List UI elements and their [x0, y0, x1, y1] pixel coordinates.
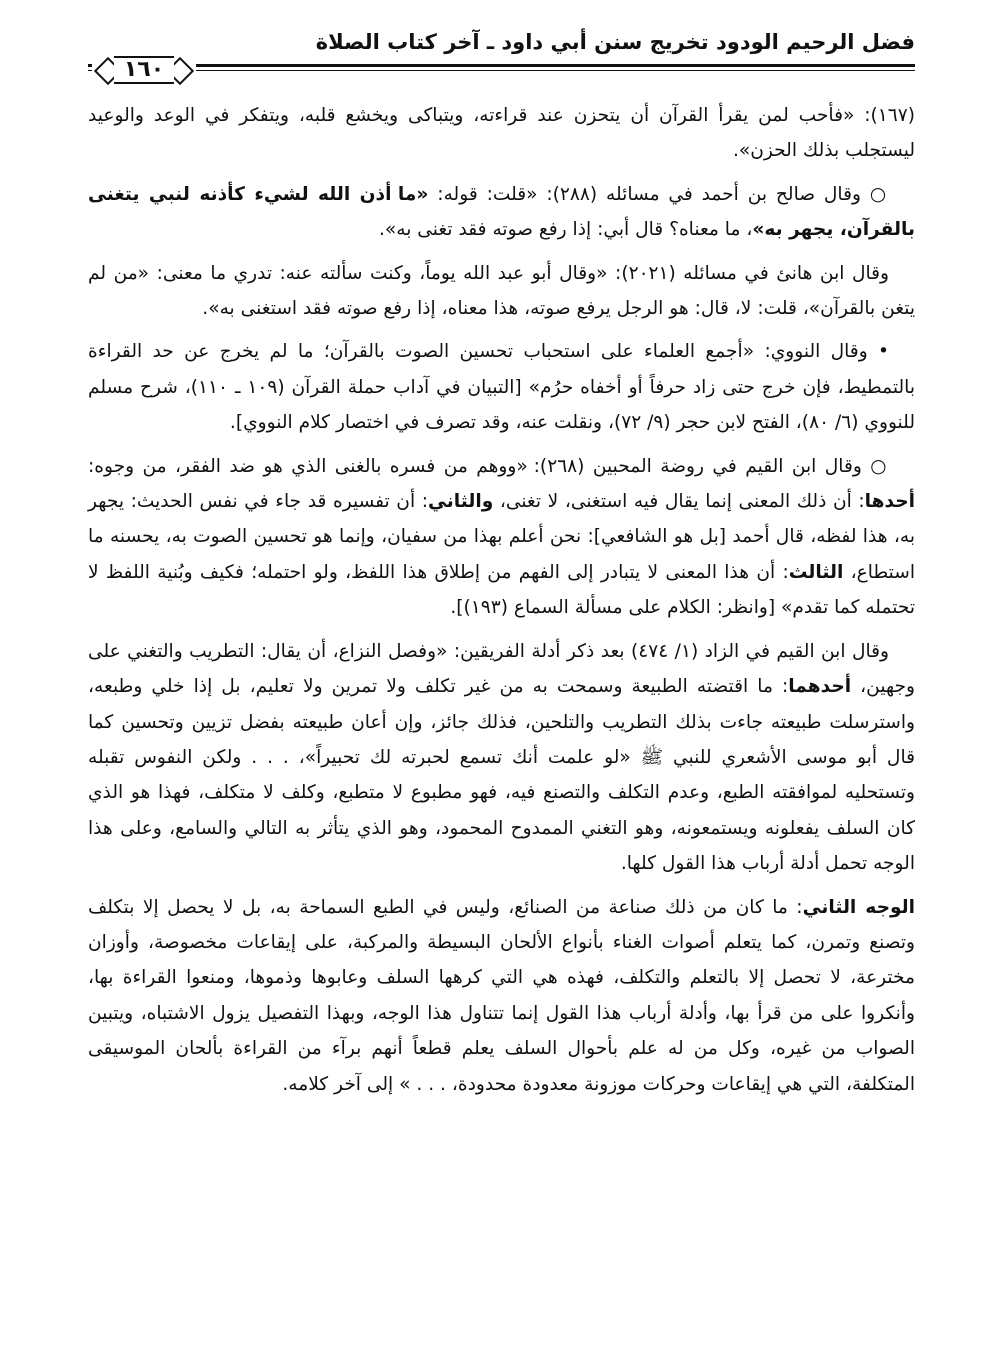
text-run: وقال ابن هانئ في مسائله (٢٠٢١): «وقال أبو عبد الله يوماً، وكنت سألته عنه: تدري ما معنى: «من لم يتغن بالقرآن»، قلت: لا، قال: هو الرجل يرفع صوته، هذا معناه، إذا رفع صوته فقد استغنى به».: [88, 262, 915, 320]
book-page: [88, 24, 915, 1110]
running-title: فضل الرحيم الودود تخريج سنن أبي داود ـ آخر كتاب الصلاة: [315, 30, 915, 54]
text-run: • وقال النووي: «أجمع العلماء على استحباب تحسين الصوت بالقرآن؛ ما لم يخرج عن حد القراءة بالتمطيط، فإن خرج حتى زاد حرفاً أو أخفاه حرُم» [التبيان في آداب حملة القرآن (١٠٩ ـ ١١٠)، شرح مسلم للنووي (٦/ ٨٠)، الفتح لابن حجر (٩/ ٧٢)، ونقلت عنه، وقد تصرف في اختصار كلام النووي].: [88, 341, 915, 434]
text-run: : ما كان من ذلك صناعة من الصنائع، وليس في الطبع السماحة به، بل لا يحصل إلا بتكلف وتصنع وتمرن، كما يتعلم أصوات الغناء بأنواع الألحان البسيطة والمركبة، على إيقاعات مخصوصة، وأوزان مخترعة، لا تحصل إلا بالتعلم والتكلف، فهذه هي التي كرهها السلف وعابوها وذموها، ومنعوا القراءة بها، وأنكروا على من قرأ بها، وأدلة أرباب هذا القول إنما تتناول هذا الوجه، وبهذا التفصيل يزول الاشتباه، ويتبين الصواب من غيره، وكل من له علم بأحوال السلف يعلم قطعاً أنهم برآء من القراءة بألحان الموسيقى المتكلفة، التي هي إيقاعات وحركات موزونة معدودة محدودة، . . . » إلى آخر كلامه.: [88, 896, 915, 1095]
paragraph: [88, 98, 915, 169]
header-rule-thick: [88, 64, 915, 67]
text-run: : أن تفسيره قد جاء في نفس الحديث: يجهر به، هذا لفظه، قال أحمد [بل هو الشافعي]: نحن أعلم بهذا من سفيان، وإنما هو تحسين الصوت به، يحسنه ما استطاع،: [88, 491, 915, 583]
paragraph: [88, 256, 915, 327]
text-run: ○ وقال صالح بن أحمد في مسائله (٢٨٨): «قلت: قوله:: [428, 183, 890, 205]
text-run: : أن هذا المعنى لا يتبادر إلى الفهم من إطلاق هذا اللفظ، ولو احتمله؛ فكيف وبُنية اللفظ لا تحتمله كما تقدم» [وانظر: الكلام على مسألة السماع (١٩٣)].: [88, 561, 915, 619]
bold-run: أحدها: [864, 491, 915, 513]
text-run: : أن ذلك المعنى إنما يقال فيه استغنى، لا تغنى،: [493, 491, 865, 513]
bold-run: الثالث: [788, 561, 844, 583]
text-run: : ما اقتضته الطبيعة وسمحت به من غير تكلف ولا تمرين ولا تعليم، بل إذا خلي وطبعه، واسترسلت طبيعته جاءت بذلك التطريب والتلحين، فذلك جائز، وإن أعان طبيعته بفضل تزيين وتحسين كما قال أبو موسى الأشعري للنبي ﷺ «لو علمت أنك تسمع لحبرته لك تحبيراً»، . . . ولكن النفوس تقبله وتستحليه لموافقته الطبع، وعدم التكلف والتصنع فيه، فهو مطبوع لا متطبع، وكلف لا متكلف، فهذا هو الذي كان السلف يفعلونه ويستمعونه، وهو التغني الممدوح المحمود، وهو الذي يتأثر به التالي والسامع، وعلى هذا الوجه تحمل أدلة أرباب هذا القول كلها.: [88, 676, 915, 875]
paragraph: [88, 634, 915, 882]
paragraph: [88, 890, 915, 1102]
page-number-ornament: [92, 54, 196, 86]
page-number: ١٦٠: [114, 56, 174, 84]
paragraph: [88, 449, 915, 626]
text-run: ، ما معناه؟ قال أبي: إذا رفع صوته فقد تغنى به».: [378, 219, 753, 241]
bold-run: والثاني: [427, 491, 494, 513]
header-rule-thin: [88, 70, 915, 71]
paragraph: [88, 177, 915, 248]
bold-run: «ما أذن الله لشيء كأذنه لنبي يتغنى بالقرآن، يجهر به»: [88, 183, 915, 241]
page-body: [88, 98, 915, 1102]
text-run: (١٦٧): «فأحب لمن يقرأ القرآن أن يتحزن عند قراءته، ويتباكى ويخشع قلبه، ويتفكر في الوعد والوعيد ليستجلب بذلك الحزن».: [88, 105, 915, 162]
page-header: [88, 24, 915, 80]
text-run: ○ وقال ابن القيم في روضة المحبين (٢٦٨): «ووهم من فسره بالغنى الذي هو ضد الفقر، من وجوه:: [88, 455, 889, 477]
bold-run: الوجه الثاني: [802, 896, 915, 918]
text-run: وقال ابن القيم في الزاد (١/ ٤٧٤) بعد ذكر أدلة الفريقين: «وفصل النزاع، أن يقال: التطريب والتغني على وجهين،: [88, 640, 915, 698]
paragraph: [88, 334, 915, 440]
bold-run: أحدهما: [788, 676, 852, 698]
